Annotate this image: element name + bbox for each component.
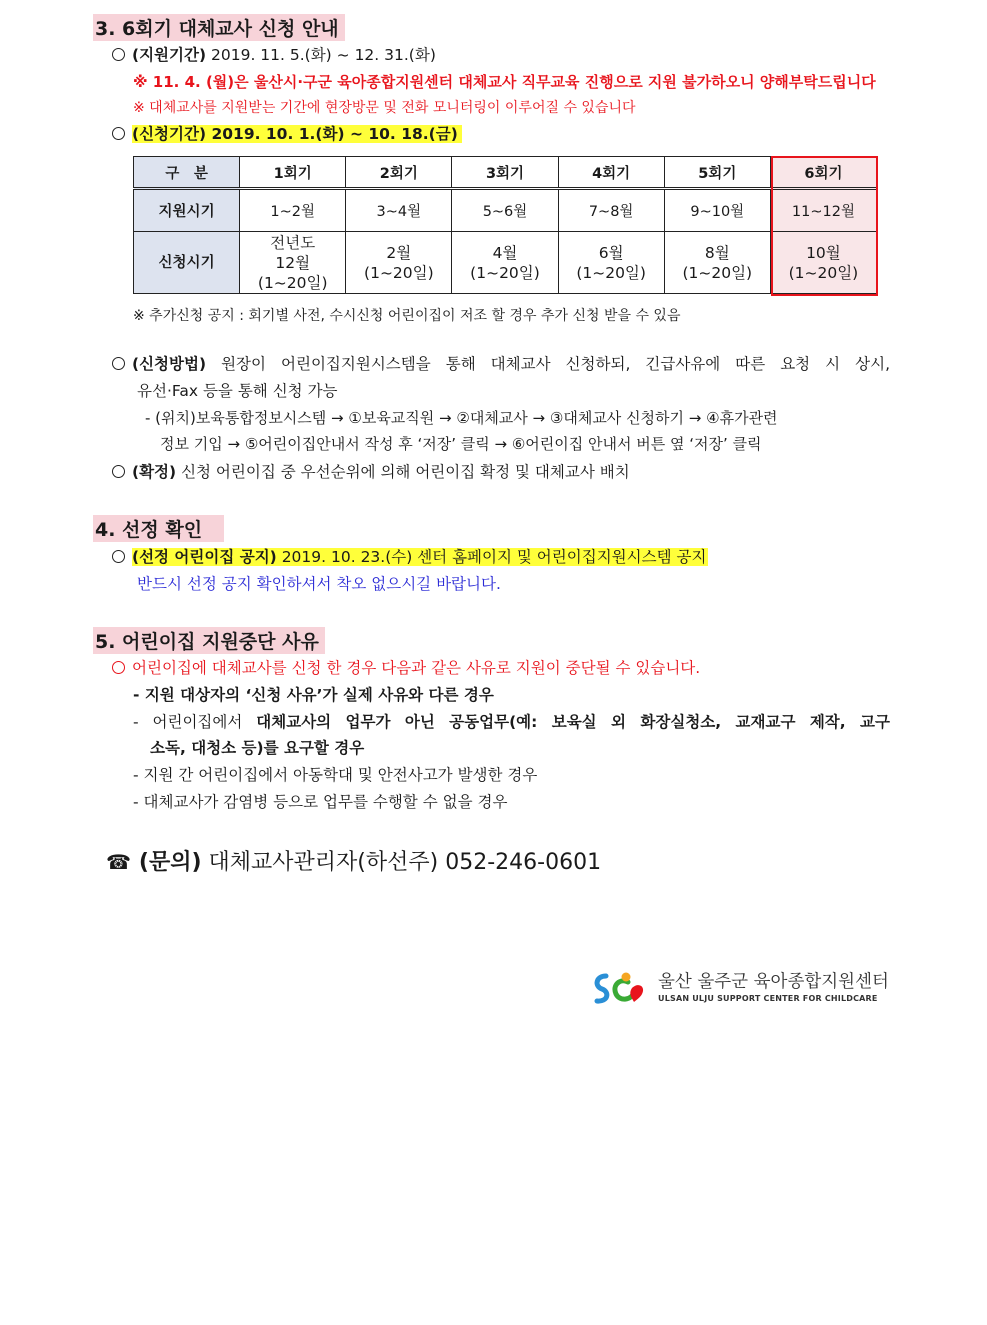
table-cell: [664, 232, 770, 294]
selection-notice-line: [112, 547, 708, 567]
table-header-cell: 2회기: [346, 157, 452, 189]
contact-line: [106, 845, 601, 876]
row-label: 신청시기: [134, 232, 240, 294]
section-3-title: 3. 6회기 대체교사 신청 안내: [93, 14, 345, 41]
method-text-1: 원장이 어린이집지원시스템을 통해 대체교사 신청하되, 긴급사유에 따른 요청 시 상시,: [221, 355, 890, 373]
method-path-1: - (위치)보육통합정보시스템 → ①보육교직원 → ②대체교사 → ③대체교사 신청하기 → ④휴가관련: [145, 409, 778, 427]
suspension-intro: 어린이집에 대체교사를 신청 한 경우 다음과 같은 사유로 지원이 중단될 수 있습니다.: [132, 659, 701, 677]
selection-blue-text: 반드시 선정 공지 확인하셔서 착오 없으시길 바랍니다.: [137, 575, 501, 593]
suspension-item-1: - 지원 대상자의 ‘신청 사유’가 실제 사유와 다른 경우: [133, 686, 494, 704]
logo-text-korean: 울산 울주군 육아종합지원센터: [658, 972, 889, 992]
cell-line: 8월: [704, 243, 730, 262]
schedule-table: [133, 156, 877, 294]
table-cell: [346, 232, 452, 294]
method-text-2: 유선·Fax 등을 통해 신청 가능: [137, 382, 338, 400]
confirm-label: (확정): [132, 463, 177, 481]
suspension-item-2-line-2: 소독, 대청소 등)를 요구할 경우: [150, 739, 365, 757]
cell-line: 10월: [806, 243, 841, 262]
table-header-cell: 4회기: [558, 157, 664, 189]
method-line-1: [112, 354, 890, 374]
row-label: 지원시기: [134, 189, 240, 232]
table-cell: 11~12월: [770, 189, 876, 232]
cell-line: (1~20일): [364, 263, 434, 282]
confirm-line: [112, 462, 630, 482]
table-header-cell: 구 분: [134, 157, 240, 189]
method-label: (신청방법): [132, 355, 207, 373]
extra-note: ※ 추가신청 공지 : 회기별 사전, 수시신청 어린이집이 저조 할 경우 추가 신청 받을 수 있음: [133, 308, 681, 324]
suspension-item-4: - 대체교사가 감염병 등으로 업무를 수행할 수 없을 경우: [133, 793, 508, 811]
suspension-item-2: [133, 712, 890, 732]
table-cell: 9~10월: [664, 189, 770, 232]
cell-line: 2월: [386, 243, 412, 262]
method-path-2: 정보 기입 → ⑤어린이집안내서 작성 후 ‘저장’ 클릭 → ⑥어린이집 안내서 버튼 옆 ‘저장’ 클릭: [160, 435, 762, 453]
circle-bullet-icon: [112, 48, 125, 61]
table-cell: [558, 232, 664, 294]
support-period-text: 2019. 11. 5.(화) ~ 12. 31.(화): [211, 46, 436, 64]
table-row-support: [134, 189, 877, 232]
table-cell: 5~6월: [452, 189, 558, 232]
support-period-line: [112, 45, 436, 65]
table-header-cell: 5회기: [664, 157, 770, 189]
cell-line: (1~20일): [576, 263, 646, 282]
table-row-apply: [134, 232, 877, 294]
table-cell: 1~2월: [240, 189, 346, 232]
suspension-item-2-prefix: - 어린이집에서: [133, 713, 257, 731]
contact-text: 대체교사관리자(하선주) 052-246-0601: [208, 850, 602, 875]
selection-notice-text: 2019. 10. 23.(수) 센터 홈페이지 및 어린이집지원시스템 공지: [281, 548, 707, 566]
center-logo: [592, 966, 892, 1010]
table-header-cell: 1회기: [240, 157, 346, 189]
circle-bullet-icon: [112, 661, 125, 674]
cell-line: (1~20일): [257, 273, 328, 292]
circle-bullet-icon: [112, 465, 125, 478]
cell-line: 4월: [492, 243, 518, 262]
apply-period-label: (신청기간): [132, 125, 207, 143]
phone-icon: ☎: [106, 850, 131, 874]
confirm-text: 신청 어린이집 중 우선순위에 의해 어린이집 확정 및 대체교사 배치: [181, 463, 630, 481]
cell-line: 전년도: [270, 233, 316, 252]
logo-mark-icon: [592, 968, 652, 1008]
selection-notice-highlight: [132, 548, 708, 566]
logo-text-english: ULSAN ULJU SUPPORT CENTER FOR CHILDCARE: [658, 994, 878, 1003]
suspension-item-3: - 지원 간 어린이집에서 아동학대 및 안전사고가 발생한 경우: [133, 766, 538, 784]
table-cell: 3~4월: [346, 189, 452, 232]
notice-red: ※ 11. 4. (월)은 울산시·구군 육아종합지원센터 대체교사 직무교육 진행으로 지원 불가하오니 양해부탁드립니다: [133, 73, 876, 91]
contact-label: (문의): [138, 850, 202, 875]
table-header-cell: 6회기: [770, 157, 876, 189]
cell-line: (1~20일): [470, 263, 540, 282]
apply-period-text: 2019. 10. 1.(화) ~ 10. 18.(금): [211, 125, 458, 143]
section-4-title: 4. 선정 확인: [93, 515, 224, 542]
cell-line: 6월: [598, 243, 624, 262]
table-cell: [452, 232, 558, 294]
notice-visit: ※ 대체교사를 지원받는 기간에 현장방문 및 전화 모니터링이 이루어질 수 있습니다: [133, 100, 636, 116]
apply-period-line: [112, 124, 462, 144]
circle-bullet-icon: [112, 357, 125, 370]
apply-period-highlight: [132, 125, 462, 143]
cell-line: (1~20일): [682, 263, 753, 282]
table-header-row: [134, 157, 877, 189]
table-cell: [770, 232, 876, 294]
circle-bullet-icon: [112, 127, 125, 140]
circle-bullet-icon: [112, 550, 125, 563]
table-cell: [240, 232, 346, 294]
cell-line: (1~20일): [788, 263, 859, 282]
table-header-cell: 3회기: [452, 157, 558, 189]
support-period-label: (지원기간): [132, 46, 207, 64]
suspension-intro-line: [112, 658, 700, 678]
table-cell: 7~8월: [558, 189, 664, 232]
suspension-item-2-bold: 대체교사의 업무가 아닌 공동업무(예: 보육실 외 화장실청소, 교재교구 제작, 교구: [256, 713, 890, 731]
selection-notice-label: (선정 어린이집 공지): [132, 548, 277, 566]
cell-line: 12월: [275, 253, 311, 272]
section-5-title: 5. 어린이집 지원중단 사유: [93, 627, 325, 654]
